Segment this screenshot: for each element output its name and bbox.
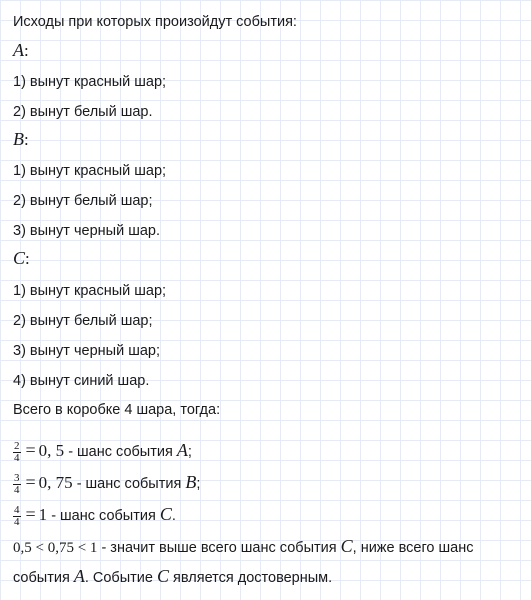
event-c-heading: C: <box>13 248 30 268</box>
probability-b: $\frac{3}{4}$ = 0, 75 - шанс события B; <box>14 471 201 496</box>
probability-a-text: - шанс события <box>68 444 173 460</box>
probability-c-event: C <box>159 504 172 524</box>
conclusion-event-c: C <box>340 536 353 556</box>
conclusion-part-3: события <box>13 570 70 586</box>
probability-b-event: B <box>185 472 197 492</box>
fraction-b-denominator: 4 <box>14 483 20 496</box>
probability-a: $\frac{2}{4}$ = 0, 5 - шанс события A; <box>14 439 192 464</box>
total-line: Всего в коробке 4 шара, тогда: <box>13 402 221 418</box>
intro-text: Исходы при которых произойдут события: <box>13 14 297 30</box>
conclusion-event-a: A <box>73 566 85 586</box>
probability-a-value: 0, 5 <box>38 441 65 460</box>
event-a-heading: A: <box>13 40 29 60</box>
comparison: 0,5 < 0,75 < 1 <box>13 540 98 556</box>
conclusion-line-1 <box>13 536 473 558</box>
fraction-c-numerator: 4 <box>14 503 20 516</box>
fraction-c <box>13 505 21 528</box>
conclusion-part-1: - значит выше всего шанс события <box>101 540 337 556</box>
event-b-outcome-1: 1) вынут красный шар; <box>13 163 167 179</box>
probability-b-text: - шанс события <box>76 476 182 492</box>
event-c-outcome-2: 2) вынут белый шар; <box>13 313 153 329</box>
probability-b-end: ; <box>196 476 201 492</box>
probability-b-value: 0, 75 <box>38 473 73 492</box>
event-a-symbol: A <box>13 40 24 60</box>
event-b-outcome-3: 3) вынут черный шар. <box>13 223 161 239</box>
probability-c-value: 1 <box>38 505 48 524</box>
event-b-heading: B: <box>13 129 29 149</box>
conclusion-part-5: является достоверным. <box>173 570 333 586</box>
event-b-symbol: B <box>13 129 24 149</box>
event-a-outcome-2: 2) вынут белый шар. <box>13 104 153 120</box>
fraction-a-numerator: 2 <box>14 439 20 452</box>
event-a-outcome-1: 1) вынут красный шар; <box>13 74 167 90</box>
event-b-outcome-2: 2) вынут белый шар; <box>13 193 153 209</box>
event-c-outcome-4: 4) вынут синий шар. <box>13 373 150 389</box>
fraction-a-denominator: 4 <box>14 451 20 464</box>
event-c-outcome-3: 3) вынут черный шар; <box>13 343 161 359</box>
event-c-symbol: C <box>13 248 26 268</box>
event-c-outcome-1: 1) вынут красный шар; <box>13 283 167 299</box>
fraction-c-denominator: 4 <box>14 515 20 528</box>
fraction-b <box>13 473 21 496</box>
probability-c-end: . <box>171 508 176 524</box>
conclusion-part-4: . Событие <box>84 570 153 586</box>
fraction-b-numerator: 3 <box>14 471 20 484</box>
conclusion-event-c2: C <box>156 566 169 586</box>
probability-a-event: A <box>176 440 188 460</box>
probability-c-text: - шанс события <box>51 508 156 524</box>
fraction-a <box>13 441 21 464</box>
probability-a-end: ; <box>187 444 192 460</box>
conclusion-line-2 <box>13 566 332 588</box>
conclusion-part-2: , ниже всего шанс <box>352 540 474 556</box>
probability-c: $\frac{4}{4}$ = 1 - шанс события C. <box>14 503 176 528</box>
